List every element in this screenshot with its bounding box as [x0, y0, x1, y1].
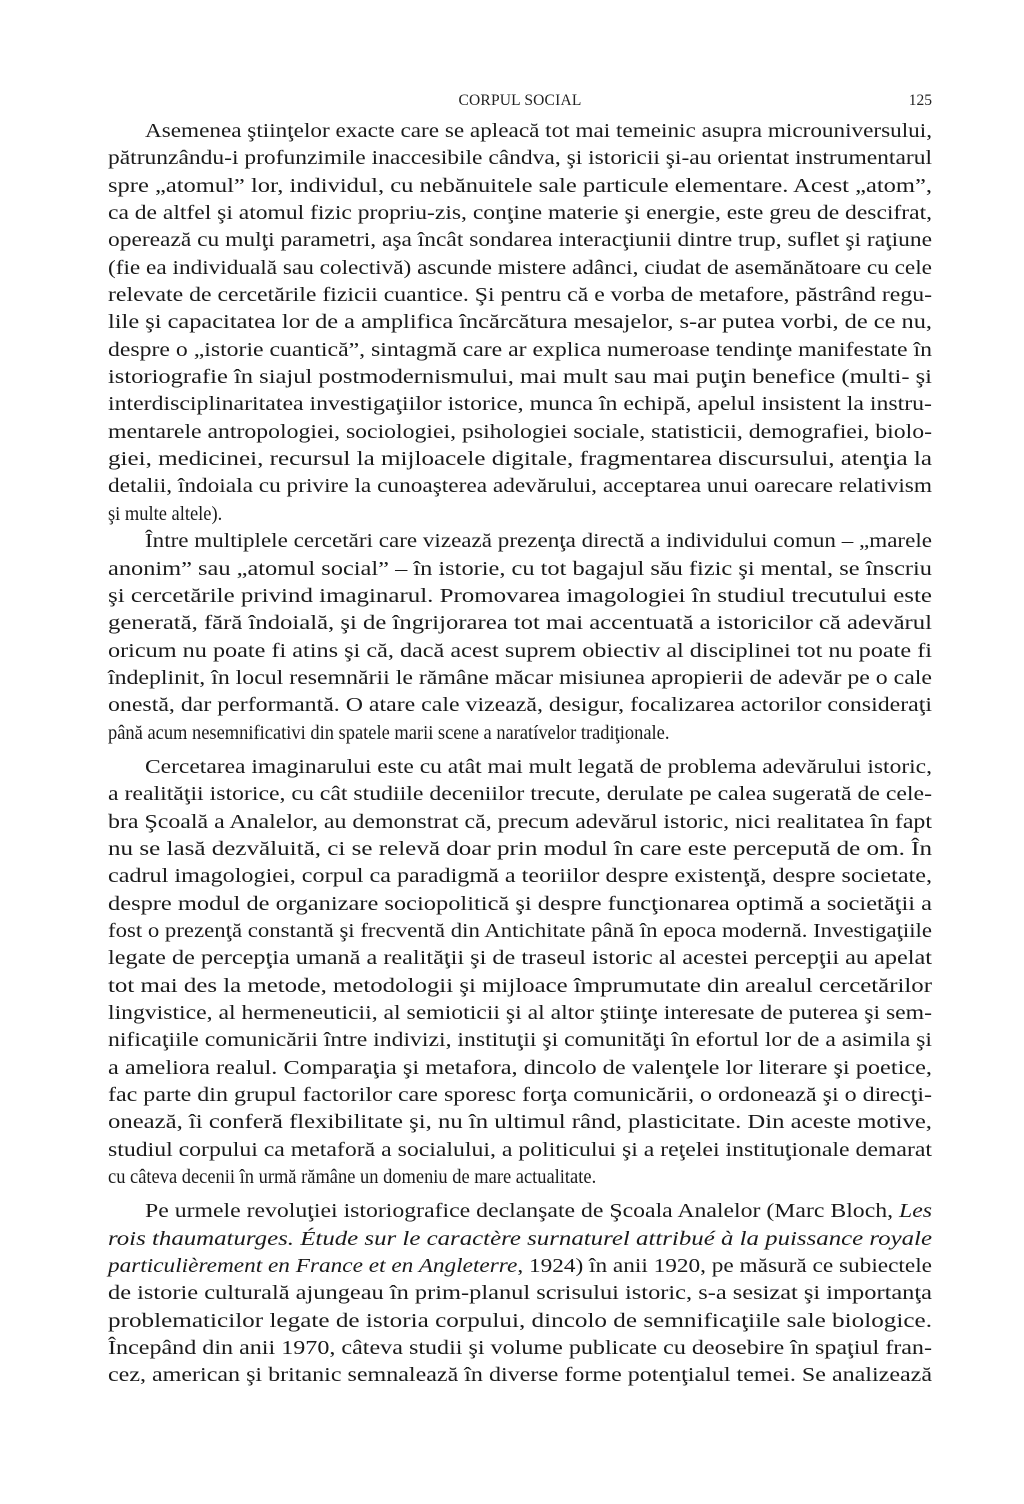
text-line [108, 809, 932, 836]
text-line-content [145, 1198, 932, 1225]
text-line [108, 255, 932, 282]
text-line [108, 1226, 932, 1253]
page-number: 125 [908, 92, 932, 109]
text-line-content: detalii, îndoiala cu privire la cunoaşterea adevărului, acceptarea unui oarecare relativism [108, 475, 932, 498]
text-line-content: Începând din anii 1970, câteva studii şi volume publicate cu deosebire în spaţiul fran- [108, 1337, 932, 1360]
text-line-content: lile şi capacitatea lor de a amplifica încărcătura mesajelor, s-ar putea vorbi, de ce nu, [108, 311, 932, 334]
text-line [108, 1253, 932, 1280]
text-line [108, 610, 932, 637]
text-line [108, 973, 932, 1000]
text-line [108, 665, 932, 692]
text-line-content: onează, îi conferă flexibilitate şi, nu în ultimul rând, plasticitate. Din aceste motive, [108, 1111, 933, 1134]
italic-span: particulièrement en France et en Angleterre [108, 1255, 518, 1278]
text-line [108, 1137, 932, 1164]
text-line-content: (fie ea individuală sau colectivă) ascunde mistere adânci, ciudat de asemănătoare cu cele [108, 256, 932, 279]
text-line-content: generată, fără îndoială, şi de îngrijorarea tot mai accentuată a istoricilor că adevărul [108, 612, 932, 635]
text-line-content: fost o prezenţă constantă şi frecventă din Antichitate până în epoca modernă. Investigaţiile [108, 919, 932, 942]
text-line-content: nu se lasă dezvăluită, ci se relevă doar prin modul în care este percepută de om. În [108, 837, 932, 860]
text-line [108, 754, 932, 781]
text-line [108, 891, 932, 918]
text-line [108, 918, 932, 945]
text-line [108, 863, 932, 890]
text-line [108, 200, 932, 227]
italic-span: rois thaumaturges. Étude sur le caractère surnaturel attribué à la puissance royale [108, 1227, 932, 1250]
text-line-content: operează cu mulţi parametri, aşa încât sondarea interacţiunii dintre trup, suflet şi raţiune [108, 229, 932, 252]
text-line [108, 1164, 932, 1191]
text-line-content: fac parte din grupul factorilor care sporesc forţa comunicării, o ordonează şi o direcţi- [108, 1084, 932, 1107]
text-line [108, 391, 932, 418]
text-line-content: oricum nu poate fi atins şi că, dacă acest suprem obiectiv al disciplinei tot nu poate fi [108, 639, 932, 662]
text-line [108, 1280, 932, 1307]
text-line-content: a ameliora realul. Comparaţia şi metafora, dincolo de valenţele lor literare şi poetice, [108, 1056, 932, 1079]
text-line-content: cu câteva decenii în urmă rămâne un domeniu de mare actualitate. [108, 1166, 597, 1189]
text-line [108, 227, 932, 254]
text-line-content: până acum nesemnificativi din spatele marii scene a naratívelor tradiţionale. [108, 721, 670, 744]
text-line [108, 309, 932, 336]
text-line [108, 1109, 932, 1136]
text-line-content: tot mai des la metode, metodologii şi mijloace împrumutate din arealul cercetărilor [108, 974, 932, 997]
text-line-content: studiul corpului ca metaforă a socialului, a politicului şi a reţelei instituţionale demarat [108, 1138, 932, 1161]
text-line [108, 173, 932, 200]
text-line [108, 1000, 932, 1027]
body-text [108, 118, 932, 1390]
text-line-content: şi multe altele). [108, 502, 223, 525]
text-line-content: relevate de cercetările fizicii cuantice. Şi pentru că e vorba de metafore, păstrând regu- [108, 284, 932, 307]
text-line [108, 118, 932, 145]
text-line [108, 528, 932, 555]
text-line-content: pătrunzându-i profunzimile inaccesibile cândva, şi istoricii şi-au orientat instrumentarul [108, 147, 932, 170]
text-line-content: onestă, dar performantă. O atare cale vizează, desigur, focalizarea actorilor consideraţi [108, 694, 932, 717]
text-line [108, 638, 932, 665]
running-head [108, 92, 932, 114]
text-line [108, 145, 932, 172]
italic-span: Les [898, 1200, 933, 1223]
text-line-content: îndeplinit, în locul resemnării le rămâne măcar misiunea apropierii de adevăr pe o cale [108, 666, 932, 689]
text-line [108, 1198, 932, 1225]
text-line-content: giei, medicinei, recursul la mijloacele digitale, fragmentarea discursului, atenţia la [108, 448, 932, 471]
text-line-content: şi cercetările privind imaginarul. Promovarea imagologiei în studiul trecutului este [108, 584, 932, 607]
text-line [108, 1308, 932, 1335]
text-line-content: de istorie culturală ajungeau în prim-planul scrisului istoric, s-a sesizat şi importanţa [108, 1282, 932, 1305]
text-line [108, 1055, 932, 1082]
text-line [108, 501, 932, 528]
text-span: Pe urmele revoluţiei istoriografice declanşate de Şcoala Analelor (Marc Bloch, [145, 1200, 899, 1223]
text-line [108, 446, 932, 473]
text-line-content [108, 1226, 932, 1253]
text-line [108, 836, 932, 863]
text-line-content: a realităţii istorice, cu cât studiile deceniilor trecute, derulate pe calea sugerată de cele- [108, 783, 932, 806]
text-line-content: anonim” sau „atomul social” – în istorie, cu tot bagajul său fizic şi mental, se înscriu [108, 557, 932, 580]
text-line-content: interdisciplinaritatea investigaţiilor istorice, munca în echipă, apelul insistent la instru- [108, 393, 932, 416]
text-line [108, 473, 932, 500]
text-line [108, 945, 932, 972]
text-line-content: bra Şcoală a Analelor, au demonstrat că, precum adevărul istoric, nici realitatea în fapt [108, 810, 932, 833]
running-title: CORPUL SOCIAL [458, 92, 582, 109]
text-line [108, 692, 932, 719]
text-line-content: cez, american şi britanic semnalează în diverse forme potenţialul temei. Se analizează [108, 1364, 932, 1387]
text-line [108, 419, 932, 446]
text-line [108, 337, 932, 364]
text-line [108, 1362, 932, 1389]
text-line [108, 1027, 932, 1054]
text-line-content: spre „atomul” lor, individul, cu nebănuitele sale particule elementare. Acest „atom”, [108, 174, 932, 197]
text-line-content: nificaţiile comunicării între indivizi, instituţii şi comunităţi în efortul lor de a asimila şi [108, 1029, 932, 1052]
text-line [108, 1335, 932, 1362]
text-line-content: lingvistice, al hermeneuticii, al semioticii şi al altor ştiinţe interesate de puterea şi sem- [108, 1002, 932, 1024]
text-line-content: ca de altfel şi atomul fizic propriu-zis, conţine materie şi energie, este greu de descifrat, [108, 202, 932, 225]
text-line [108, 556, 932, 583]
text-span: , 1924) în anii 1920, pe măsură ce subiectele [517, 1255, 932, 1278]
text-line [108, 583, 932, 610]
text-line [108, 720, 932, 747]
text-line [108, 1082, 932, 1109]
text-line-content: Cercetarea imaginarului este cu atât mai mult legată de problema adevărului istoric, [145, 755, 932, 778]
text-line [108, 781, 932, 808]
text-line [108, 282, 932, 309]
text-line-content: mentarele antropologiei, sociologiei, psihologiei sociale, statisticii, demografiei, biolo- [108, 420, 932, 443]
text-line-content: istoriografie în siajul postmodernismului, mai mult sau mai puţin benefice (multi- şi [108, 366, 932, 389]
text-line [108, 364, 932, 391]
text-line-content: cadrul imagologiei, corpul ca paradigmă a teoriilor despre existenţă, despre societate, [108, 865, 932, 888]
text-line-content: despre o „istorie cuantică”, sintagmă care ar explica numeroase tendinţe manifestate în [108, 338, 932, 361]
text-line-content: despre modul de organizare sociopolitică şi despre funcţionarea optimă a societăţii a [108, 892, 932, 915]
text-line-content: Între multiplele cercetări care vizează prezenţa directă a individului comun – „marele [145, 530, 932, 553]
text-line-content: Asemenea ştiinţelor exacte care se apleacă tot mai temeinic asupra microuniversului, [145, 120, 932, 142]
text-line-content [108, 1253, 932, 1280]
text-line-content: problematicilor legate de istoria corpului, dincolo de semnificaţiile sale biologice. [108, 1309, 932, 1332]
text-line-content: legate de percepţia umană a realităţii şi de traseul istoric al acestei percepţii au apelat [108, 947, 932, 970]
